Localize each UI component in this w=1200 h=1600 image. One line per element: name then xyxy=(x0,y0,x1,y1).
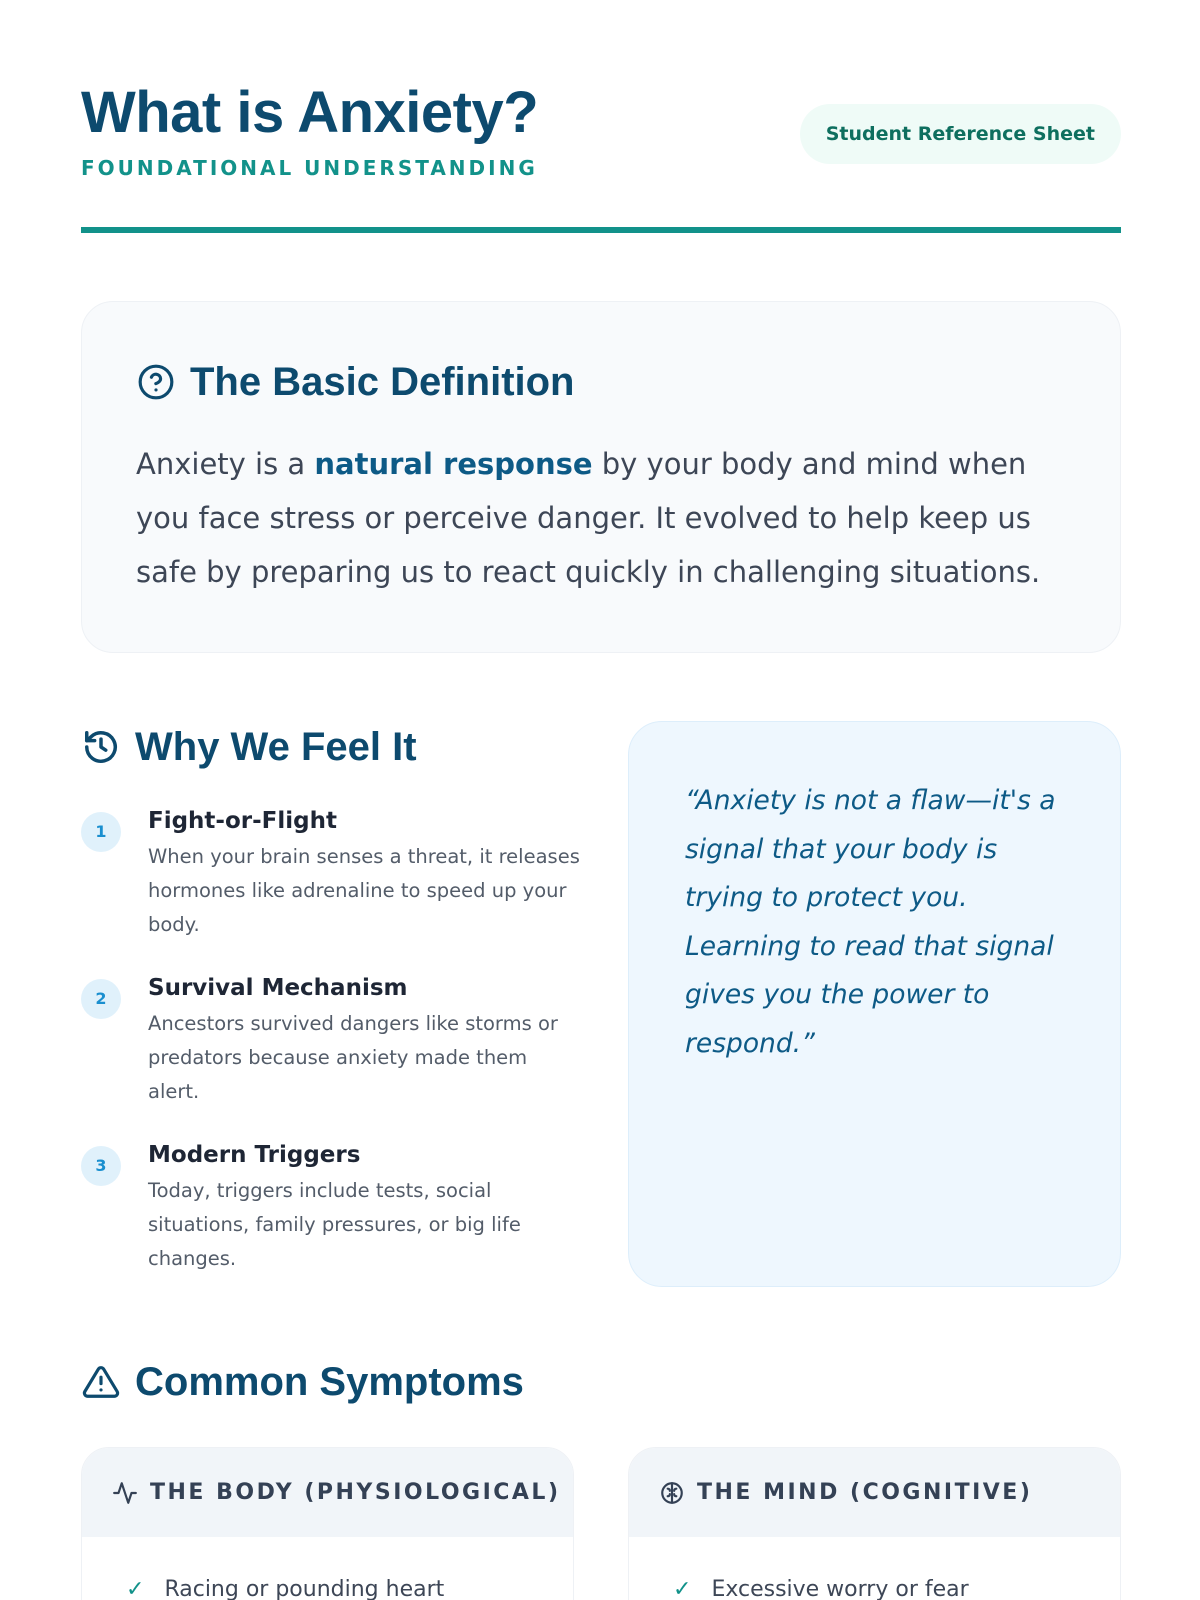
question-circle-icon xyxy=(136,362,176,402)
quote-card xyxy=(628,721,1121,1287)
step-title: Modern Triggers xyxy=(148,1142,361,1168)
check-icon: ✓ xyxy=(673,1577,692,1600)
list-item xyxy=(81,973,581,1140)
step-number-badge: 3 xyxy=(81,1146,121,1186)
student-reference-badge: Student Reference Sheet xyxy=(800,104,1121,164)
definition-heading xyxy=(136,357,1066,407)
body-symptoms-header xyxy=(82,1448,573,1537)
definition-text-end: by your body and mind when you face stress or perceive danger. It evolved to help keep us safe by preparing us to react quickly in challenging situations. xyxy=(136,447,1041,589)
page-subtitle: FOUNDATIONAL UNDERSTANDING xyxy=(81,156,538,180)
quote-text: “Anxiety is not a flaw—it's a signal that your body is trying to protect you. Learning to read that signal gives you the power to respond.” xyxy=(685,785,1056,1059)
warning-triangle-icon xyxy=(81,1362,121,1402)
step-title: Survival Mechanism xyxy=(148,975,408,1001)
definition-text-start: Anxiety is a xyxy=(136,447,315,481)
step-number-badge: 1 xyxy=(81,812,121,852)
step-description: Today, triggers include tests, social situations, family pressures, or big life changes. xyxy=(148,1179,521,1270)
why-section xyxy=(81,722,581,1307)
step-number-badge: 2 xyxy=(81,979,121,1019)
why-heading xyxy=(81,722,581,772)
header-divider xyxy=(81,227,1121,233)
definition-heading-label: The Basic Definition xyxy=(190,360,575,404)
pulse-icon xyxy=(112,1480,138,1506)
definition-text xyxy=(136,437,1076,599)
step-description: When your brain senses a threat, it releases hormones like adrenaline to speed up your body. xyxy=(148,845,580,936)
mind-symptoms-card xyxy=(628,1447,1121,1600)
body-symptoms-card xyxy=(81,1447,574,1600)
history-icon xyxy=(81,727,121,767)
list-item xyxy=(82,1577,573,1600)
page-title: What is Anxiety? xyxy=(81,80,539,145)
check-icon: ✓ xyxy=(126,1577,145,1600)
brain-icon xyxy=(659,1480,685,1506)
page-header xyxy=(81,80,1121,235)
symptoms-heading-label: Common Symptoms xyxy=(135,1360,524,1404)
definition-highlight: natural response xyxy=(314,447,593,481)
step-title: Fight-or-Flight xyxy=(148,808,337,834)
list-item xyxy=(81,1140,581,1307)
symptom-label: Racing or pounding heart xyxy=(164,1577,445,1600)
symptoms-heading xyxy=(81,1357,524,1407)
list-item xyxy=(81,806,581,973)
mind-symptoms-label: THE MIND (COGNITIVE) xyxy=(697,1480,1033,1505)
step-description: Ancestors survived dangers like storms or predators because anxiety made them alert. xyxy=(148,1012,558,1103)
why-heading-label: Why We Feel It xyxy=(135,725,417,769)
why-list xyxy=(81,806,581,1307)
body-symptoms-label: THE BODY (PHYSIOLOGICAL) xyxy=(150,1480,561,1505)
definition-card xyxy=(81,301,1121,653)
mind-symptoms-header xyxy=(629,1448,1120,1537)
symptom-label: Excessive worry or fear xyxy=(711,1577,969,1600)
list-item xyxy=(629,1577,1120,1600)
